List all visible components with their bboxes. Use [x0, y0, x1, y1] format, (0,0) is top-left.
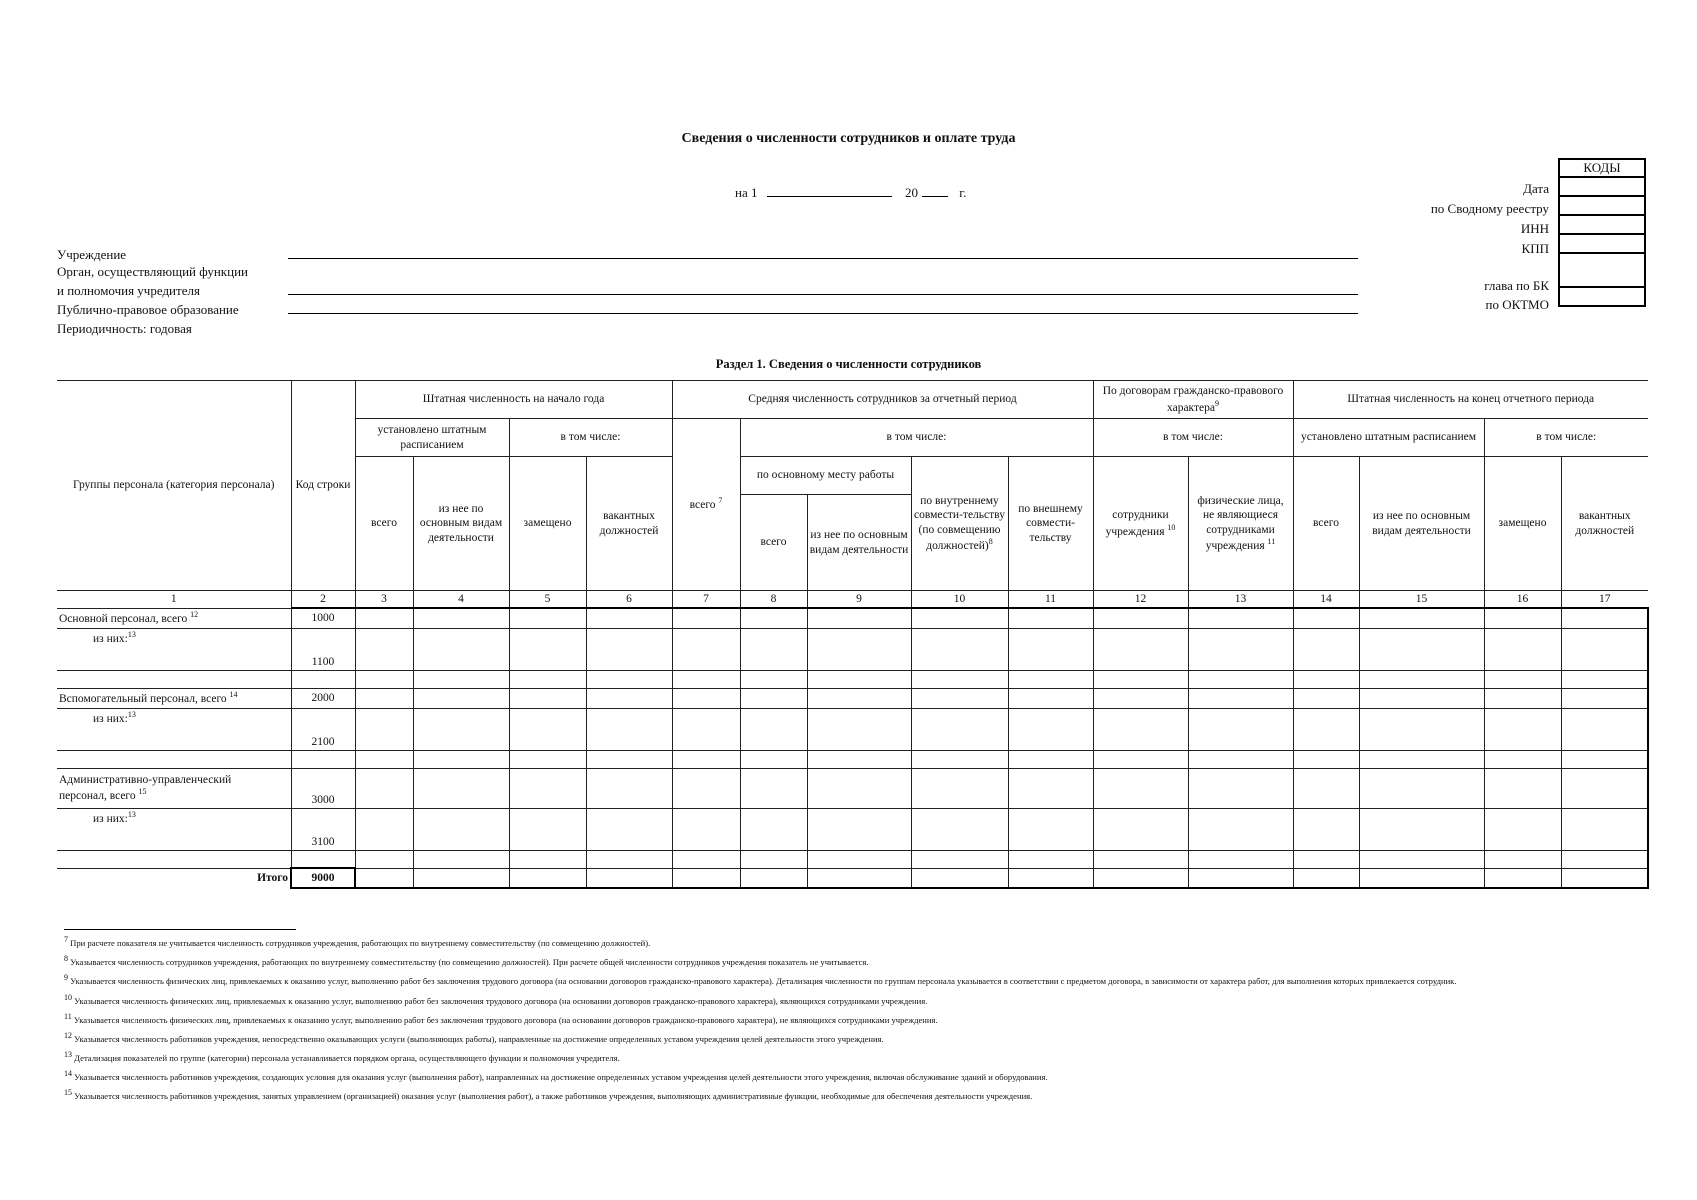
- col-number-9: 9: [807, 591, 911, 609]
- header-start-of-year: Штатная численность на начало года: [355, 381, 672, 419]
- data-cell-col-8[interactable]: [740, 688, 807, 708]
- data-cell-col-10[interactable]: [911, 688, 1008, 708]
- data-cell-col-17[interactable]: [1561, 808, 1648, 850]
- data-cell-col-3[interactable]: [355, 750, 413, 768]
- data-cell-col-16[interactable]: [1484, 768, 1561, 808]
- data-cell-col-6[interactable]: [586, 608, 672, 628]
- data-cell-col-7[interactable]: [672, 670, 740, 688]
- data-cell-col-10[interactable]: [911, 768, 1008, 808]
- col-number-13: 13: [1188, 591, 1293, 609]
- col-number-8: 8: [740, 591, 807, 609]
- row-label: из них:$^{13}$: [57, 808, 291, 850]
- data-cell-col-7[interactable]: [672, 688, 740, 708]
- footnote: $^7$ При расчете показателя не учитывается численность сотрудников учреждения, работающих по внутреннему совместительству (по совмещению должностей).: [64, 935, 651, 948]
- data-cell-col-14[interactable]: [1293, 688, 1359, 708]
- row-code: 1100: [291, 628, 355, 670]
- table-row: [57, 708, 1648, 750]
- col-number-6: 6: [586, 591, 672, 609]
- data-cell-col-5[interactable]: [509, 608, 586, 628]
- data-cell-col-17[interactable]: [1561, 628, 1648, 670]
- data-cell-col-4[interactable]: [413, 708, 509, 750]
- data-cell-col-8[interactable]: [740, 868, 807, 888]
- data-cell-col-6[interactable]: [586, 750, 672, 768]
- header-internal: по внутреннему совмести-тельству (по совмещению должностей)$^8$: [911, 457, 1008, 591]
- data-cell-col-10[interactable]: [911, 850, 1008, 868]
- row-label: Административно-управленческий персонал, всего $^{15}$: [57, 768, 291, 808]
- header-total-end: всего: [1293, 457, 1359, 591]
- table-row-total: [57, 868, 1648, 888]
- data-cell-col-6[interactable]: [586, 868, 672, 888]
- data-cell-col-12[interactable]: [1093, 808, 1188, 850]
- col-number-12: 12: [1093, 591, 1188, 609]
- data-cell-col-7[interactable]: [672, 708, 740, 750]
- data-cell-col-3[interactable]: [355, 628, 413, 670]
- col-code-header: Код строки: [291, 381, 355, 591]
- header-external: по внешнему совмести-тельству: [1008, 457, 1093, 591]
- data-cell-col-7[interactable]: [672, 850, 740, 868]
- data-cell-col-3[interactable]: [355, 850, 413, 868]
- data-cell-col-12[interactable]: [1093, 850, 1188, 868]
- data-cell-col-9[interactable]: [807, 808, 911, 850]
- data-cell-col-11[interactable]: [1008, 628, 1093, 670]
- data-cell-col-17[interactable]: [1561, 850, 1648, 868]
- data-cell-col-10[interactable]: [911, 608, 1008, 628]
- header-civil-contracts: По договорам гражданско-правового характера$^9$: [1093, 381, 1293, 419]
- footnote: $^{10}$ Указывается численность физических лиц, привлекаемых к оказанию услуг, выполнению работ без заключения трудового договора (на основании договоров гражданско-правового характера), являющихся сотрудниками учреждения.: [64, 992, 928, 1006]
- data-cell-col-11[interactable]: [1008, 688, 1093, 708]
- data-cell-col-9[interactable]: [807, 670, 911, 688]
- data-cell-col-13[interactable]: [1188, 768, 1293, 808]
- row-label-empty: [57, 670, 291, 688]
- header-including-end: в том числе:: [1484, 419, 1648, 457]
- data-cell-col-4[interactable]: [413, 808, 509, 850]
- data-cell-col-5[interactable]: [509, 688, 586, 708]
- data-cell-col-16[interactable]: [1484, 688, 1561, 708]
- data-cell-col-13[interactable]: [1188, 850, 1293, 868]
- col-groups-header: Группы персонала (категория персонала): [57, 381, 291, 591]
- data-cell-col-16[interactable]: [1484, 708, 1561, 750]
- data-cell-col-11[interactable]: [1008, 808, 1093, 850]
- data-cell-col-14[interactable]: [1293, 750, 1359, 768]
- data-cell-col-16[interactable]: [1484, 808, 1561, 850]
- header-including-avg: в том числе:: [740, 419, 1093, 457]
- data-cell-col-15[interactable]: [1359, 670, 1484, 688]
- header-end-of-period: Штатная численность на конец отчетного периода: [1293, 381, 1648, 419]
- data-cell-col-14[interactable]: [1293, 868, 1359, 888]
- data-cell-col-12[interactable]: [1093, 708, 1188, 750]
- footnote: $^{11}$ Указывается численность физических лиц, привлекаемых к оказанию услуг, выполнению работ без заключения трудового договора (на основании договоров гражданско-правового характера), не являющихся сотрудниками учреждения.: [64, 1011, 938, 1025]
- footnote: $^9$ Указывается численность физических лиц, привлекаемых к оказанию услуг, выполнению работ без заключения трудового договора (на основании договоров гражданско-правового характера). Детализация численности по группам персонала указывается в соответствии с предметом договора, в зависимости от характера работ, для выполнения которых привлекается сотрудник.: [64, 973, 1457, 987]
- data-cell-col-6[interactable]: [586, 688, 672, 708]
- data-cell-col-10[interactable]: [911, 750, 1008, 768]
- row-code: 3000: [291, 768, 355, 808]
- data-cell-col-10[interactable]: [911, 868, 1008, 888]
- date-prefix: на 1: [735, 185, 758, 200]
- data-cell-col-14[interactable]: [1293, 708, 1359, 750]
- report-date-line: [735, 182, 966, 201]
- data-cell-col-17[interactable]: [1561, 768, 1648, 808]
- header-main-activity-end: из нее по основным видам деятельности: [1359, 457, 1484, 591]
- codes-label-kpp: КПП: [1521, 241, 1549, 256]
- data-cell-col-12[interactable]: [1093, 768, 1188, 808]
- institution-label: Учреждение: [57, 247, 127, 262]
- data-cell-col-14[interactable]: [1293, 768, 1359, 808]
- data-cell-col-11[interactable]: [1008, 868, 1093, 888]
- data-cell-col-4[interactable]: [413, 850, 509, 868]
- data-cell-col-4[interactable]: [413, 868, 509, 888]
- data-cell-col-12[interactable]: [1093, 670, 1188, 688]
- data-cell-col-4[interactable]: [413, 670, 509, 688]
- data-cell-col-4[interactable]: [413, 768, 509, 808]
- data-cell-col-8[interactable]: [740, 670, 807, 688]
- codes-label-inn: ИНН: [1520, 221, 1549, 236]
- data-cell-col-3[interactable]: [355, 688, 413, 708]
- row-code-empty: [291, 670, 355, 688]
- data-cell-col-7[interactable]: [672, 868, 740, 888]
- data-cell-col-15[interactable]: [1359, 608, 1484, 628]
- data-cell-col-4[interactable]: [413, 750, 509, 768]
- row-code: 3100: [291, 808, 355, 850]
- data-cell-col-16[interactable]: [1484, 850, 1561, 868]
- data-cell-col-15[interactable]: [1359, 628, 1484, 670]
- data-cell-col-9[interactable]: [807, 850, 911, 868]
- header-main-activity-start: из нее по основным видам деятельности: [413, 457, 509, 591]
- col-number-4: 4: [413, 591, 509, 609]
- data-cell-col-9[interactable]: [807, 768, 911, 808]
- col-number-3: 3: [355, 591, 413, 609]
- row-code-empty: [291, 850, 355, 868]
- data-cell-col-8[interactable]: [740, 708, 807, 750]
- data-cell-col-13[interactable]: [1188, 608, 1293, 628]
- data-cell-col-7[interactable]: [672, 768, 740, 808]
- data-cell-col-8[interactable]: [740, 850, 807, 868]
- header-vacant-end: вакантных должностей: [1561, 457, 1648, 591]
- data-cell-col-14[interactable]: [1293, 850, 1359, 868]
- data-cell-col-13[interactable]: [1188, 808, 1293, 850]
- data-cell-col-11[interactable]: [1008, 850, 1093, 868]
- table-row: [57, 850, 1648, 868]
- data-cell-col-14[interactable]: [1293, 670, 1359, 688]
- data-cell-col-4[interactable]: [413, 608, 509, 628]
- data-cell-col-13[interactable]: [1188, 708, 1293, 750]
- data-cell-col-16[interactable]: [1484, 868, 1561, 888]
- data-cell-col-14[interactable]: [1293, 808, 1359, 850]
- header-established-start: установлено штатным расписанием: [355, 419, 509, 457]
- data-cell-col-15[interactable]: [1359, 708, 1484, 750]
- data-cell-col-9[interactable]: [807, 628, 911, 670]
- data-cell-col-13[interactable]: [1188, 868, 1293, 888]
- data-cell-col-14[interactable]: [1293, 608, 1359, 628]
- col-number-14: 14: [1293, 591, 1359, 609]
- table-row: [57, 808, 1648, 850]
- row-code: 2000: [291, 688, 355, 708]
- footnotes: [64, 934, 1609, 1107]
- table-row: [57, 628, 1648, 670]
- data-cell-col-3[interactable]: [355, 670, 413, 688]
- data-cell-col-3[interactable]: [355, 768, 413, 808]
- data-cell-col-6[interactable]: [586, 850, 672, 868]
- date-field[interactable]: [767, 182, 892, 197]
- data-cell-col-6[interactable]: [586, 670, 672, 688]
- data-cell-col-11[interactable]: [1008, 768, 1093, 808]
- data-cell-col-16[interactable]: [1484, 750, 1561, 768]
- header-filled-start: замещено: [509, 457, 586, 591]
- footnote: $^{15}$ Указывается численность работников учреждения, занятых управлением (организацией) оказания услуг (выполнения работ), а также работников учреждения, выполняющих административные функции, необходимые для обеспечения деятельности учреждения.: [64, 1088, 1033, 1102]
- col-number-2: 2: [291, 591, 355, 609]
- footnote-divider: [64, 929, 296, 930]
- col-number-11: 11: [1008, 591, 1093, 609]
- data-cell-col-8[interactable]: [740, 808, 807, 850]
- data-cell-col-12[interactable]: [1093, 868, 1188, 888]
- data-cell-col-5[interactable]: [509, 708, 586, 750]
- data-cell-col-5[interactable]: [509, 628, 586, 670]
- row-label: из них:$^{13}$: [57, 708, 291, 750]
- data-cell-col-10[interactable]: [911, 808, 1008, 850]
- data-cell-col-17[interactable]: [1561, 670, 1648, 688]
- header-avg-total: всего $^7$: [672, 419, 740, 591]
- public-entity-field[interactable]: [288, 313, 1358, 314]
- data-cell-col-3[interactable]: [355, 708, 413, 750]
- page-title: Сведения о численности сотрудников и оплате труда: [681, 131, 1016, 146]
- row-label: Основной персонал, всего $^{12}$: [57, 608, 291, 628]
- data-cell-col-11[interactable]: [1008, 708, 1093, 750]
- data-cell-col-17[interactable]: [1561, 608, 1648, 628]
- code-bk-cell[interactable]: [1559, 253, 1645, 287]
- data-cell-col-5[interactable]: [509, 670, 586, 688]
- data-cell-col-15[interactable]: [1359, 850, 1484, 868]
- data-cell-col-9[interactable]: [807, 608, 911, 628]
- col-number-16: 16: [1484, 591, 1561, 609]
- header-including-start: в том числе:: [509, 419, 672, 457]
- data-cell-col-5[interactable]: [509, 768, 586, 808]
- code-registry-cell[interactable]: [1559, 196, 1645, 215]
- header-main-place: по основному месту работы: [740, 457, 911, 495]
- codes-table: [1558, 158, 1646, 307]
- data-cell-col-13[interactable]: [1188, 628, 1293, 670]
- footnote: $^8$ Указывается численность сотрудников учреждения, работающих по внутреннему совместительству (по совмещению должностей). При расчете общей численности сотрудников учреждения показатель не учитывается.: [64, 954, 869, 968]
- section-title: Раздел 1. Сведения о численности сотрудников: [715, 357, 982, 371]
- data-cell-col-6[interactable]: [586, 808, 672, 850]
- codes-label-oktmo: по ОКТМО: [1485, 297, 1549, 312]
- row-code: 2100: [291, 708, 355, 750]
- data-cell-col-12[interactable]: [1093, 628, 1188, 670]
- data-cell-col-5[interactable]: [509, 850, 586, 868]
- data-cell-col-5[interactable]: [509, 808, 586, 850]
- data-cell-col-14[interactable]: [1293, 628, 1359, 670]
- data-cell-col-5[interactable]: [509, 868, 586, 888]
- data-cell-col-17[interactable]: [1561, 708, 1648, 750]
- code-oktmo-cell[interactable]: [1559, 287, 1645, 306]
- data-cell-col-3[interactable]: [355, 808, 413, 850]
- header-total-start: всего: [355, 457, 413, 591]
- codes-label-registry: по Сводному реестру: [1430, 201, 1549, 216]
- data-cell-col-8[interactable]: [740, 750, 807, 768]
- col-number-7: 7: [672, 591, 740, 609]
- year-field[interactable]: [922, 182, 948, 197]
- authority-label-line1: Орган, осуществляющий функции: [57, 264, 248, 279]
- data-cell-col-5[interactable]: [509, 750, 586, 768]
- data-cell-col-3[interactable]: [355, 868, 413, 888]
- footnote: $^{12}$ Указывается численность работников учреждения, непосредственно оказывающих услуги (выполняющих работы), направленные на достижение определенных уставом учреждения целей деятельности этого учреждения.: [64, 1030, 884, 1044]
- code-date-cell[interactable]: [1559, 177, 1645, 196]
- data-cell-col-7[interactable]: [672, 808, 740, 850]
- data-cell-col-15[interactable]: [1359, 688, 1484, 708]
- data-cell-col-7[interactable]: [672, 750, 740, 768]
- table-row: [57, 608, 1648, 628]
- col-number-17: 17: [1561, 591, 1648, 609]
- data-cell-col-10[interactable]: [911, 670, 1008, 688]
- codes-label-date: Дата: [1523, 181, 1549, 196]
- data-cell-col-12[interactable]: [1093, 688, 1188, 708]
- data-cell-col-15[interactable]: [1359, 808, 1484, 850]
- data-cell-col-4[interactable]: [413, 628, 509, 670]
- data-cell-col-4[interactable]: [413, 688, 509, 708]
- year-prefix: 20: [904, 185, 918, 200]
- header-average: Средняя численность сотрудников за отчетный период: [672, 381, 1093, 419]
- data-cell-col-9[interactable]: [807, 868, 911, 888]
- data-cell-col-8[interactable]: [740, 608, 807, 628]
- data-cell-col-16[interactable]: [1484, 670, 1561, 688]
- row-label: Вспомогательный персонал, всего $^{14}$: [57, 688, 291, 708]
- authority-field[interactable]: [288, 294, 1358, 295]
- codes-heading: КОДЫ: [1559, 159, 1645, 177]
- data-cell-col-16[interactable]: [1484, 608, 1561, 628]
- header-individuals: физические лица, не являющиеся сотрудниками учреждения $^{11}$: [1188, 457, 1293, 591]
- code-inn-cell[interactable]: [1559, 215, 1645, 234]
- col-number-1: 1: [57, 591, 291, 609]
- row-code: 1000: [291, 608, 355, 628]
- year-suffix: г.: [959, 185, 967, 200]
- data-cell-col-13[interactable]: [1188, 688, 1293, 708]
- data-cell-col-6[interactable]: [586, 768, 672, 808]
- col-number-10: 10: [911, 591, 1008, 609]
- public-entity-label: Публично-правовое образование: [57, 302, 239, 317]
- header-including-civil: в том числе:: [1093, 419, 1293, 457]
- data-cell-col-6[interactable]: [586, 708, 672, 750]
- data-cell-col-15[interactable]: [1359, 750, 1484, 768]
- table-row: [57, 768, 1648, 808]
- data-cell-col-6[interactable]: [586, 628, 672, 670]
- periodicity-label: Периодичность: годовая: [57, 321, 192, 336]
- data-cell-col-17[interactable]: [1561, 868, 1648, 888]
- codes-label-bk: глава по БК: [1484, 278, 1549, 293]
- footnote: $^{13}$ Детализация показателей по группе (категории) персонала устанавливается порядком органа, осуществляющего функции и полномочия учредителя.: [64, 1050, 620, 1063]
- staff-table: [57, 380, 1649, 889]
- institution-field[interactable]: [288, 258, 1358, 259]
- table-row: [57, 688, 1648, 708]
- data-cell-col-10[interactable]: [911, 628, 1008, 670]
- data-cell-col-9[interactable]: [807, 688, 911, 708]
- header-main-place-total: всего: [740, 495, 807, 591]
- header-employees: сотрудники учреждения $^{10}$: [1093, 457, 1188, 591]
- row-code-empty: [291, 750, 355, 768]
- footnote: $^{14}$ Указывается численность работников учреждения, создающих условия для оказания услуг (выполнения работ), направленных на достижение определенных уставом учреждения целей деятельности этого учреждения, включая обслуживание зданий и оборудования.: [64, 1069, 1048, 1083]
- data-cell-col-7[interactable]: [672, 608, 740, 628]
- row-label: из них:$^{13}$: [57, 628, 291, 670]
- data-cell-col-3[interactable]: [355, 608, 413, 628]
- data-cell-col-13[interactable]: [1188, 670, 1293, 688]
- code-kpp-cell[interactable]: [1559, 234, 1645, 253]
- row-label-empty: [57, 850, 291, 868]
- row-code-total: 9000: [291, 868, 355, 888]
- data-cell-col-17[interactable]: [1561, 688, 1648, 708]
- data-cell-col-12[interactable]: [1093, 608, 1188, 628]
- table-row: [57, 750, 1648, 768]
- header-filled-end: замещено: [1484, 457, 1561, 591]
- data-cell-col-11[interactable]: [1008, 670, 1093, 688]
- col-number-15: 15: [1359, 591, 1484, 609]
- data-cell-col-11[interactable]: [1008, 750, 1093, 768]
- header-main-place-activity: из нее по основным видам деятельности: [807, 495, 911, 591]
- data-cell-col-8[interactable]: [740, 768, 807, 808]
- data-cell-col-11[interactable]: [1008, 608, 1093, 628]
- col-number-5: 5: [509, 591, 586, 609]
- row-label-total: Итого: [57, 868, 291, 888]
- data-cell-col-17[interactable]: [1561, 750, 1648, 768]
- data-cell-col-8[interactable]: [740, 628, 807, 670]
- data-cell-col-7[interactable]: [672, 628, 740, 670]
- table-row: [57, 670, 1648, 688]
- authority-label-line2: и полномочия учредителя: [57, 283, 200, 298]
- row-label-empty: [57, 750, 291, 768]
- data-cell-col-9[interactable]: [807, 708, 911, 750]
- data-cell-col-9[interactable]: [807, 750, 911, 768]
- header-established-end: установлено штатным расписанием: [1293, 419, 1484, 457]
- data-cell-col-15[interactable]: [1359, 768, 1484, 808]
- data-cell-col-13[interactable]: [1188, 750, 1293, 768]
- header-vacant-start: вакантных должностей: [586, 457, 672, 591]
- data-cell-col-12[interactable]: [1093, 750, 1188, 768]
- data-cell-col-15[interactable]: [1359, 868, 1484, 888]
- data-cell-col-16[interactable]: [1484, 628, 1561, 670]
- data-cell-col-10[interactable]: [911, 708, 1008, 750]
